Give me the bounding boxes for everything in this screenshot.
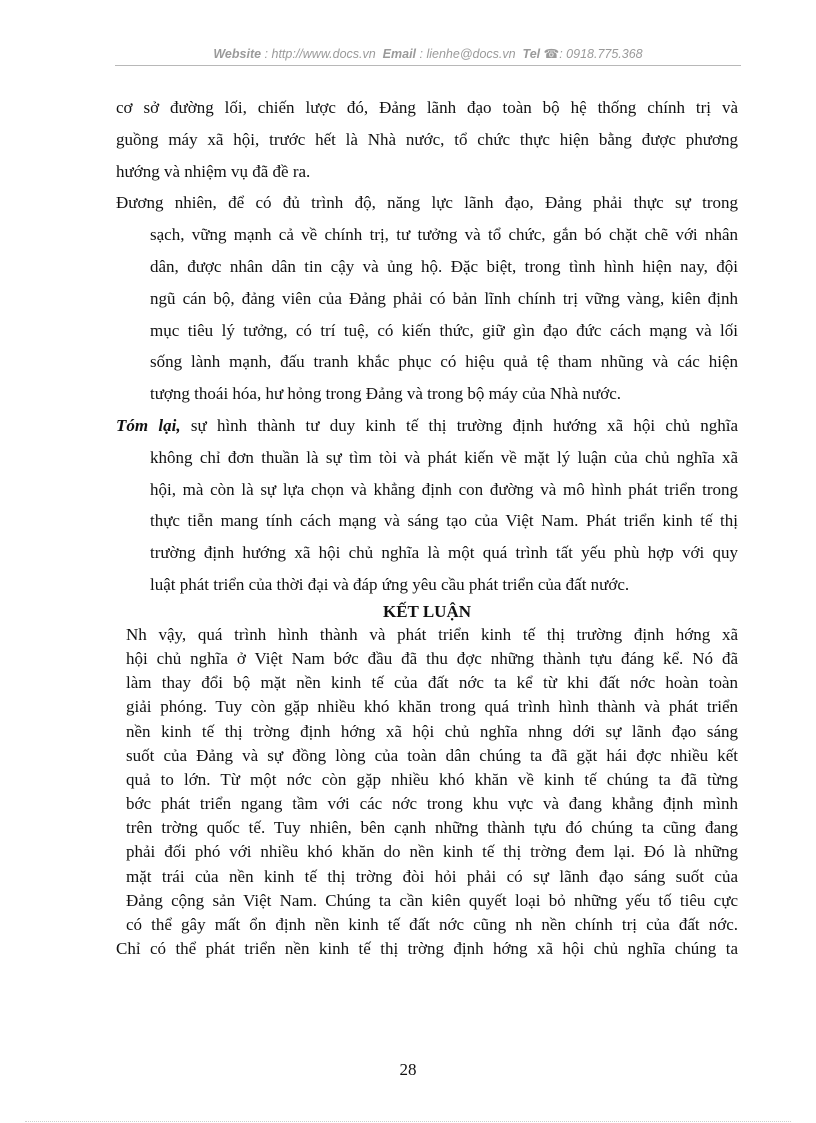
page-header bbox=[115, 46, 741, 61]
text-line: trường định hướng xã hội chủ nghĩa là một quá trình tất yếu phù hợp với quy bbox=[150, 543, 738, 563]
text-line: có thể gây mất ổn định nền kinh tế đất nớc cũng nh nền chính trị của đất nớc. bbox=[126, 915, 738, 934]
website-value: : http://www.docs.vn bbox=[264, 47, 376, 61]
text-line: sống lành mạnh, đấu tranh khắc phục có hiệu quả tệ tham nhũng và các hiện bbox=[150, 352, 738, 372]
paragraph-1 bbox=[116, 92, 738, 187]
text-line: nền kinh tế thị trờng định hớng xã hội chủ nghĩa nhng dới sự lãnh đạo sáng bbox=[126, 721, 738, 741]
footer-divider bbox=[25, 1121, 791, 1122]
text-line: Chỉ có thể phát triển nền kinh tế thị trờng định hớng xã hội chủ nghĩa chúng ta bbox=[116, 939, 738, 959]
email-label: Email bbox=[382, 47, 417, 61]
text-line: quả to lớn. Từ một nớc còn gặp nhiều khó khăn về kinh tế chúng ta đã từng bbox=[126, 769, 738, 789]
text-line: làm thay đổi bộ mặt nền kinh tế của đất nớc ta kể từ khi đất nớc hoàn toàn bbox=[126, 673, 738, 693]
header-divider bbox=[115, 65, 741, 66]
text-line: guồng máy xã hội, trước hết là Nhà nước, tổ chức thực hiện bằng được phương bbox=[116, 129, 738, 149]
text-line: Nh vậy, quá trình hình thành và phát triển kinh tế thị trường định hớng xã bbox=[126, 624, 738, 644]
text-line: cơ sở đường lối, chiến lược đó, Đảng lãnh đạo toàn bộ hệ thống chính trị và bbox=[116, 98, 738, 117]
text-line: Đảng cộng sản Việt Nam. Chúng ta cần kiên quyết loại bỏ những yếu tố tiêu cực bbox=[126, 890, 738, 910]
conclusion-heading: KẾT LUẬN bbox=[382, 601, 471, 621]
text-line: dân, được nhân dân tin cậy và ủng hộ. Đặc biệt, trong tình hình hiện nay, đội bbox=[150, 256, 738, 276]
summary-first-line: sự hình thành tư duy kinh tế thị trường định hướng xã hội chủ nghĩa bbox=[180, 415, 738, 435]
text-line: mục tiêu lý tưởng, có trí tuệ, có kiến thức, giữ gìn đạo đức cách mạng và lối bbox=[150, 320, 738, 340]
website-label: Website bbox=[213, 47, 262, 61]
tel-label: Tel bbox=[522, 47, 541, 61]
text-line: không chỉ đơn thuần là sự tìm tòi và phát kiến về mặt lý luận của chủ nghĩa xã bbox=[150, 447, 738, 467]
text-line: hội chủ nghĩa ở Việt Nam bớc đầu đã thu đợc những thành tựu đáng kể. Nó đã bbox=[126, 648, 738, 668]
phone-icon: ☎ bbox=[543, 47, 560, 61]
text-line: thực tiễn mang tính cách mạng và sáng tạo của Việt Nam. Phát triển kinh tế thị bbox=[150, 511, 738, 531]
text-line: sạch, vững mạnh cả về chính trị, tư tưởng và tổ chức, gắn bó chặt chẽ với nhân bbox=[150, 225, 738, 245]
summary-lead: Tóm lại, bbox=[116, 415, 181, 435]
email-value: : lienhe@docs.vn bbox=[419, 47, 516, 61]
text-line: bớc phát triển ngang tầm với các nớc trong khu vực và đang khẳng định mình bbox=[126, 794, 738, 814]
text-line: mặt trái của nền kinh tế thị trờng đòi hỏi phải có sự lãnh đạo sáng suốt của bbox=[126, 866, 738, 886]
text-line: luật phát triển của thời đại và đáp ứng yêu cầu phát triển của đất nước. bbox=[150, 574, 630, 594]
document-body bbox=[116, 92, 738, 961]
conclusion-paragraph bbox=[116, 623, 738, 962]
page-number: 28 bbox=[399, 1060, 417, 1079]
text-line: trên trờng quốc tế. Tuy nhiên, bên cạnh những thành tựu đó chúng ta cũng đang bbox=[126, 818, 738, 838]
text-line: Đương nhiên, để có đủ trình độ, năng lực lãnh đạo, Đảng phải thực sự trong bbox=[116, 193, 738, 213]
text-line: suốt của Đảng và sự đồng lòng của toàn dân chúng ta đã gặt hái đợc nhiều kết bbox=[126, 745, 738, 765]
tel-value: : 0918.775.368 bbox=[559, 47, 643, 61]
text-line: hội, mà còn là sự lựa chọn và khẳng định con đường và mô hình phát triển trong bbox=[150, 479, 738, 499]
text-line: phải đối phó với nhiều khó khăn do nền kinh tế thị trờng đem lại. Đó là những bbox=[126, 842, 738, 862]
text-line bbox=[116, 410, 738, 442]
text-line: giải phóng. Tuy còn gặp nhiều khó khăn trong quá trình hình thành và phát triển bbox=[126, 697, 738, 717]
text-line: hướng và nhiệm vụ đã đề ra. bbox=[116, 161, 311, 181]
paragraph-3 bbox=[116, 410, 738, 601]
text-line: tượng thoái hóa, hư hỏng trong Đảng và trong bộ máy của Nhà nước. bbox=[150, 384, 621, 404]
text-line: ngũ cán bộ, đảng viên của Đảng phải có bản lĩnh chính trị vững vàng, kiên định bbox=[150, 288, 738, 308]
paragraph-2 bbox=[116, 187, 738, 410]
